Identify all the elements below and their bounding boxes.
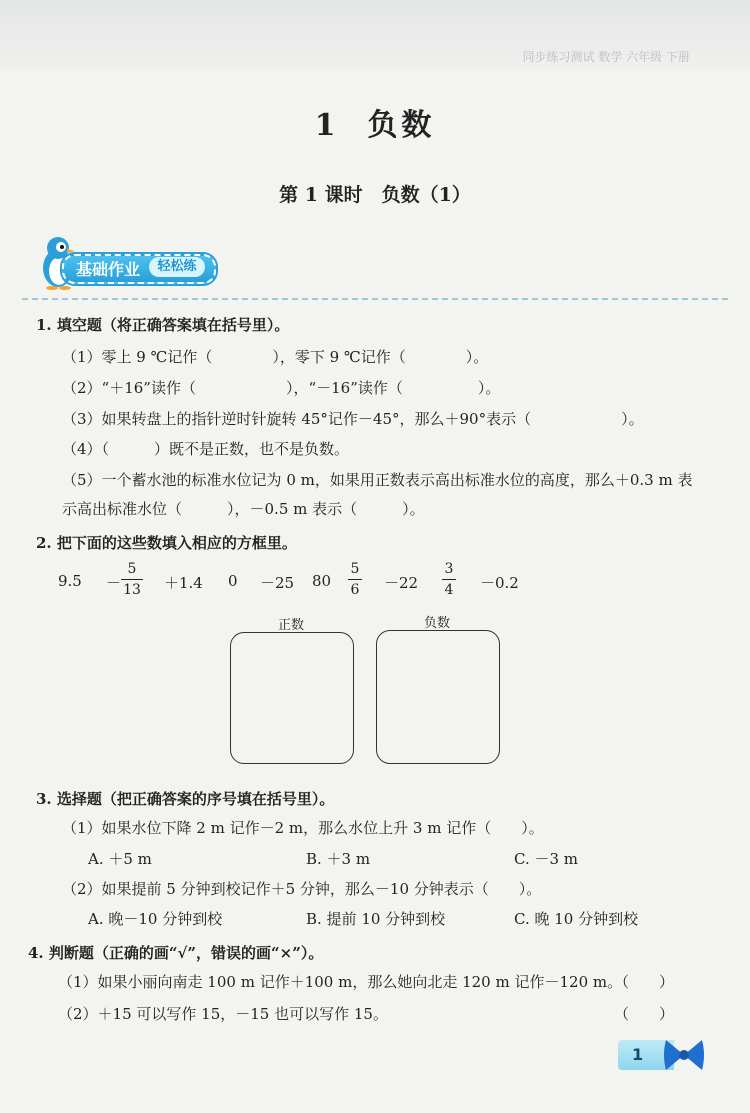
chapter-title	[0, 100, 750, 144]
fraction-numerator: 3	[444, 561, 454, 577]
fraction-numerator: 5	[127, 561, 137, 577]
q4-2-answer-paren[interactable]: （ ）	[614, 1005, 675, 1023]
chapter-name: 负数	[367, 108, 436, 143]
q1-item-5: （5）一个蓄水池的标准水位记为 0 m，如果用正数表示高出标准水位的高度，那么＋0.3 m 表	[62, 471, 693, 489]
badge-tag: 轻松练	[149, 257, 205, 277]
fraction-denominator: 6	[350, 582, 360, 598]
q4-heading: 4. 判断题（正确的画“√”，错误的画“×”）。	[28, 944, 324, 962]
q4-1-answer-paren[interactable]: （ ）	[614, 973, 675, 991]
number-80: 80	[312, 572, 332, 590]
q1-item-5-cont: 示高出标准水位（ ），－0.5 m 表示（ ）。	[62, 500, 425, 518]
q3-item-2: （2）如果提前 5 分钟到校记作＋5 分钟，那么－10 分钟表示（ ）。	[62, 880, 542, 898]
q1-item-2: （2）“＋16”读作（ ），“－16”读作（ ）。	[62, 379, 501, 397]
number-neg-sign: －	[106, 574, 122, 592]
q1-heading: 1. 填空题（将正确答案填在括号里）。	[36, 316, 290, 334]
q2-heading: 2. 把下面的这些数填入相应的方框里。	[36, 534, 297, 552]
fraction-denominator: 13	[123, 582, 141, 598]
chapter-number: 1	[314, 108, 340, 143]
q3-1-option-b: B. ＋3 m	[306, 850, 371, 868]
number-neg-25: －25	[260, 574, 295, 592]
q3-2-option-b: B. 提前 10 分钟到校	[306, 910, 446, 928]
section-divider	[22, 298, 728, 300]
fraction-3-4	[442, 560, 456, 599]
fraction-denominator: 4	[444, 582, 454, 598]
bow-icon	[662, 1036, 706, 1074]
number-pos-1-4: ＋1.4	[164, 574, 203, 592]
fraction-5-6	[348, 560, 362, 599]
number-neg-22: －22	[384, 574, 419, 592]
lesson-title: 第 1 课时 负数（1）	[279, 184, 471, 206]
positive-box[interactable]	[230, 632, 354, 764]
q1-item-1: （1）零上 9 ℃记作（ ），零下 9 ℃记作（ ）。	[62, 348, 489, 366]
q1-item-4: （4）（ ）既不是正数，也不是负数。	[62, 440, 350, 458]
q1-item-3: （3）如果转盘上的指针逆时针旋转 45°记作－45°，那么＋90°表示（ ）。	[62, 410, 644, 428]
number-9-5: 9.5	[58, 572, 82, 590]
q3-2-option-c: C. 晚 10 分钟到校	[514, 910, 639, 928]
negative-label: 负数	[424, 616, 451, 631]
q3-heading: 3. 选择题（把正确答案的序号填在括号里）。	[36, 790, 335, 808]
page-number: 1	[618, 1040, 674, 1070]
q4-item-1: （1）如果小丽向南走 100 m 记作＋100 m，那么她向北走 120 m 记作－120 m。	[58, 973, 623, 991]
q4-item-2: （2）＋15 可以写作 15，－15 也可以写作 15。	[58, 1005, 388, 1023]
number-zero: 0	[228, 572, 238, 590]
q3-1-option-c: C. －3 m	[514, 850, 579, 868]
badge-text: 基础作业	[76, 260, 141, 279]
fraction-5-13	[121, 560, 143, 599]
section-badge	[38, 240, 214, 288]
header-text: 同步练习测试 数学 六年级 下册	[522, 50, 690, 64]
q3-1-option-a: A. ＋5 m	[88, 850, 152, 868]
positive-label: 正数	[278, 618, 305, 633]
fraction-numerator: 5	[350, 561, 360, 577]
number-neg-0-2: －0.2	[480, 574, 519, 592]
q3-item-1: （1）如果水位下降 2 m 记作－2 m，那么水位上升 3 m 记作（ ）。	[62, 819, 544, 837]
negative-box[interactable]	[376, 630, 500, 764]
q3-2-option-a: A. 晚－10 分钟到校	[88, 910, 223, 928]
